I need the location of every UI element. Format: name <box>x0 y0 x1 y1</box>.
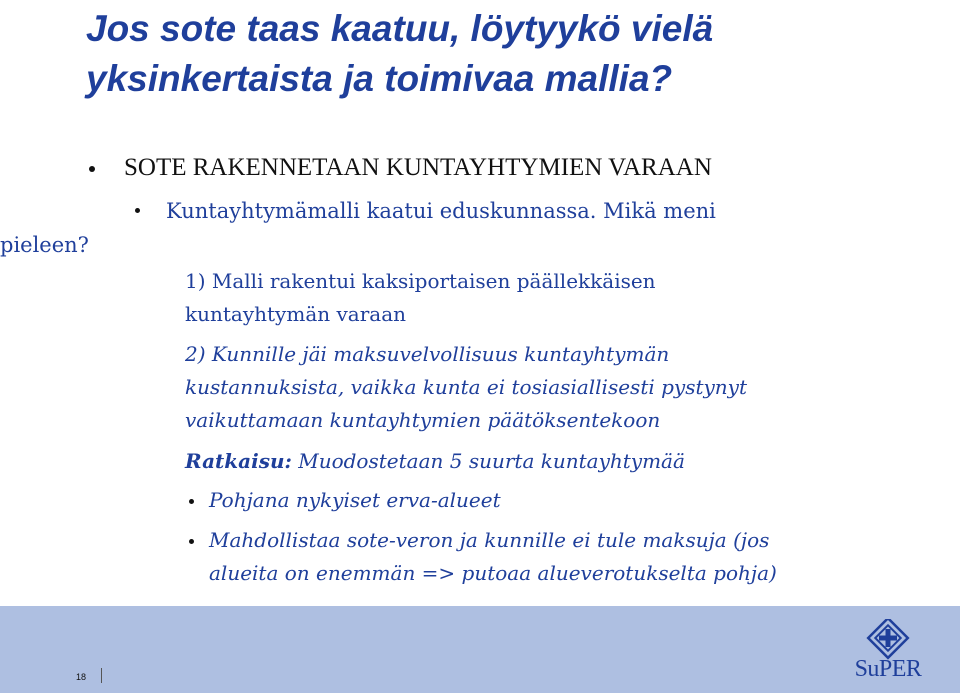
bullet-sub-1 <box>189 499 194 504</box>
level2-line-2: pieleen? <box>0 233 89 257</box>
solution <box>185 445 925 478</box>
point-2-line-1: 2) Kunnille jäi maksuvelvollisuus kuntayhtymän <box>185 342 670 366</box>
level2-line-1: Kuntayhtymämalli kaatui eduskunnassa. Mikä meni <box>166 199 716 223</box>
sub-point-1: Pohjana nykyiset erva-alueet <box>209 488 501 512</box>
point-1-line-2: kuntayhtymän varaan <box>185 302 406 326</box>
point-2-line-2: kustannuksista, vaikka kunta ei tosiasiallisesti pystynyt <box>185 375 748 399</box>
sub-point-2-line-2: alueita on enemmän => putoaa alueverotukselta pohja) <box>209 561 777 585</box>
sub-point-2 <box>209 524 939 590</box>
solution-text: Muodostetaan 5 suurta kuntayhtymää <box>291 449 685 473</box>
slide-title <box>86 4 946 104</box>
point-2-line-3: vaikuttamaan kuntayhtymien päätöksentekoon <box>185 408 661 432</box>
logo-text: SuPER <box>854 656 922 682</box>
sub-point-2-line-1: Mahdollistaa sote-veron ja kunnille ei tule maksuja (jos <box>209 528 770 552</box>
bullet-level2 <box>135 208 140 213</box>
point-1 <box>185 265 925 331</box>
solution-label: Ratkaisu: <box>185 449 292 473</box>
point-1-line-1: 1) Malli rakentui kaksiportaisen päällekkäisen <box>185 269 656 293</box>
level2-question <box>0 194 866 262</box>
title-line-1: Jos sote taas kaatuu, löytyykö vielä <box>86 8 714 49</box>
point-2 <box>185 338 925 437</box>
level1-heading: SOTE RAKENNETAAN KUNTAYHTYMIEN VARAAN <box>124 154 712 181</box>
title-line-2: yksinkertaista ja toimivaa mallia? <box>86 58 673 99</box>
page-number: 18 <box>76 672 87 682</box>
bullet-sub-2 <box>189 539 194 544</box>
footer-divider <box>101 668 102 683</box>
footer-band <box>0 606 960 693</box>
bullet-level1 <box>89 166 95 172</box>
